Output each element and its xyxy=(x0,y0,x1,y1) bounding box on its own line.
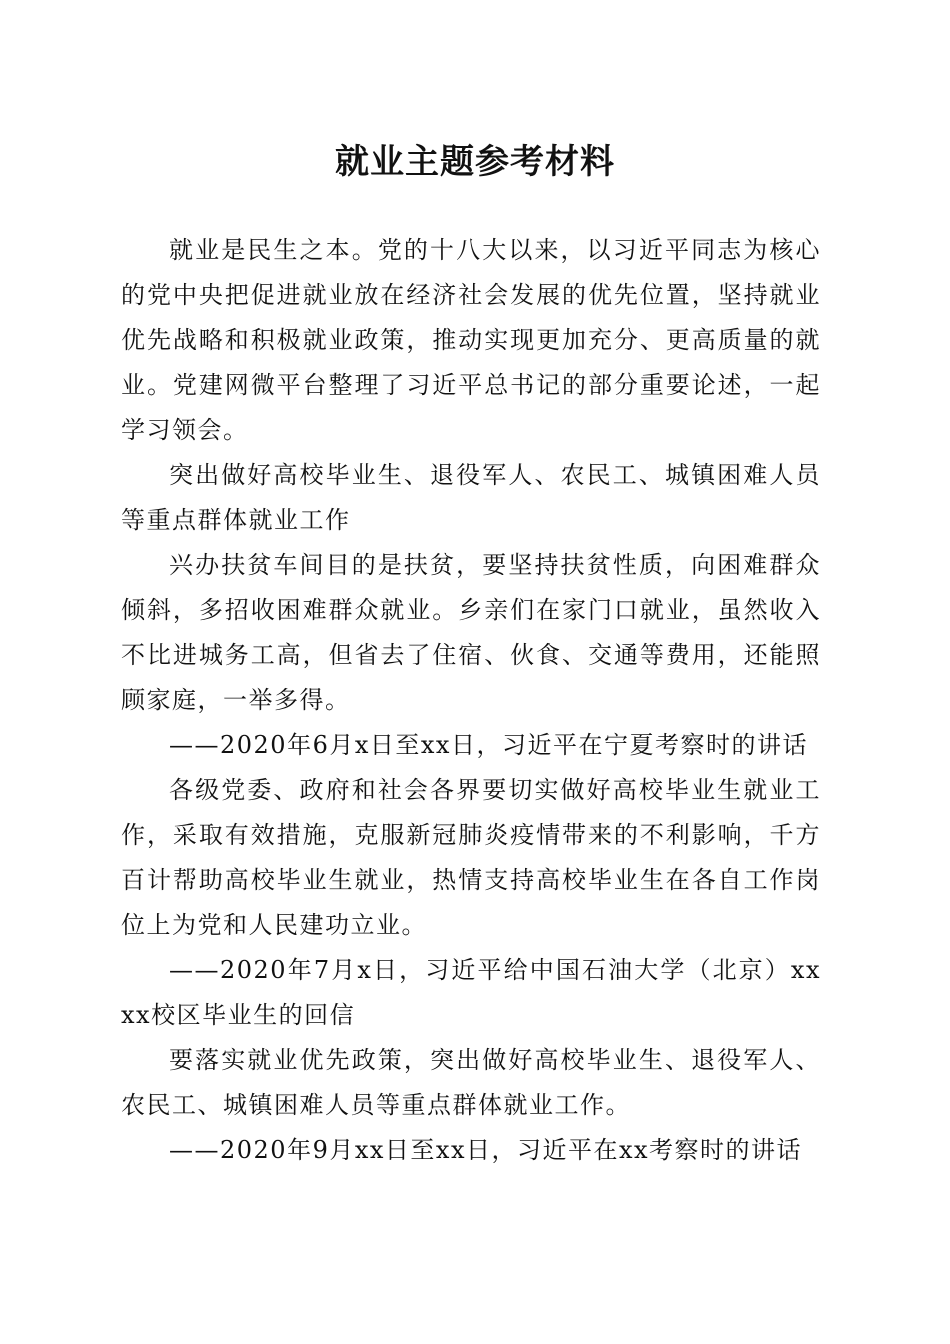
quote-source: ——2020年9月xx日至xx日，习近平在xx考察时的讲话 xyxy=(169,1136,803,1164)
quote-source: ——2020年6月x日至xx日，习近平在宁夏考察时的讲话 xyxy=(169,731,808,759)
intro-paragraph: 就业是民生之本。党的十八大以来，以习近平同志为核心的党中央把促进就业放在经济社会发展的优先位置，坚持就业优先战略和积极就业政策，推动实现更加充分、更高质量的就业。党建网微平台整理了习近平总书记的部分重要论述，一起学习领会。 xyxy=(121,236,821,444)
quote-paragraph: 要落实就业优先政策，突出做好高校毕业生、退役军人、农民工、城镇困难人员等重点群体就业工作。 xyxy=(121,1046,821,1119)
document-body xyxy=(121,228,821,1173)
quote-paragraph: 兴办扶贫车间目的是扶贫，要坚持扶贫性质，向困难群众倾斜，多招收困难群众就业。乡亲们在家门口就业，虽然收入不比进城务工高，但省去了住宿、伙食、交通等费用，还能照顾家庭，一举多得。 xyxy=(121,551,821,714)
document-title: 就业主题参考材料 xyxy=(335,142,615,182)
section-heading: 突出做好高校毕业生、退役军人、农民工、城镇困难人员等重点群体就业工作 xyxy=(121,461,821,534)
quote-source: ——2020年7月x日，习近平给中国石油大学（北京）xxxx校区毕业生的回信 xyxy=(121,956,821,1029)
quote-paragraph: 各级党委、政府和社会各界要切实做好高校毕业生就业工作，采取有效措施，克服新冠肺炎疫情带来的不利影响，千方百计帮助高校毕业生就业，热情支持高校毕业生在各自工作岗位上为党和人民建功立业。 xyxy=(121,776,821,939)
